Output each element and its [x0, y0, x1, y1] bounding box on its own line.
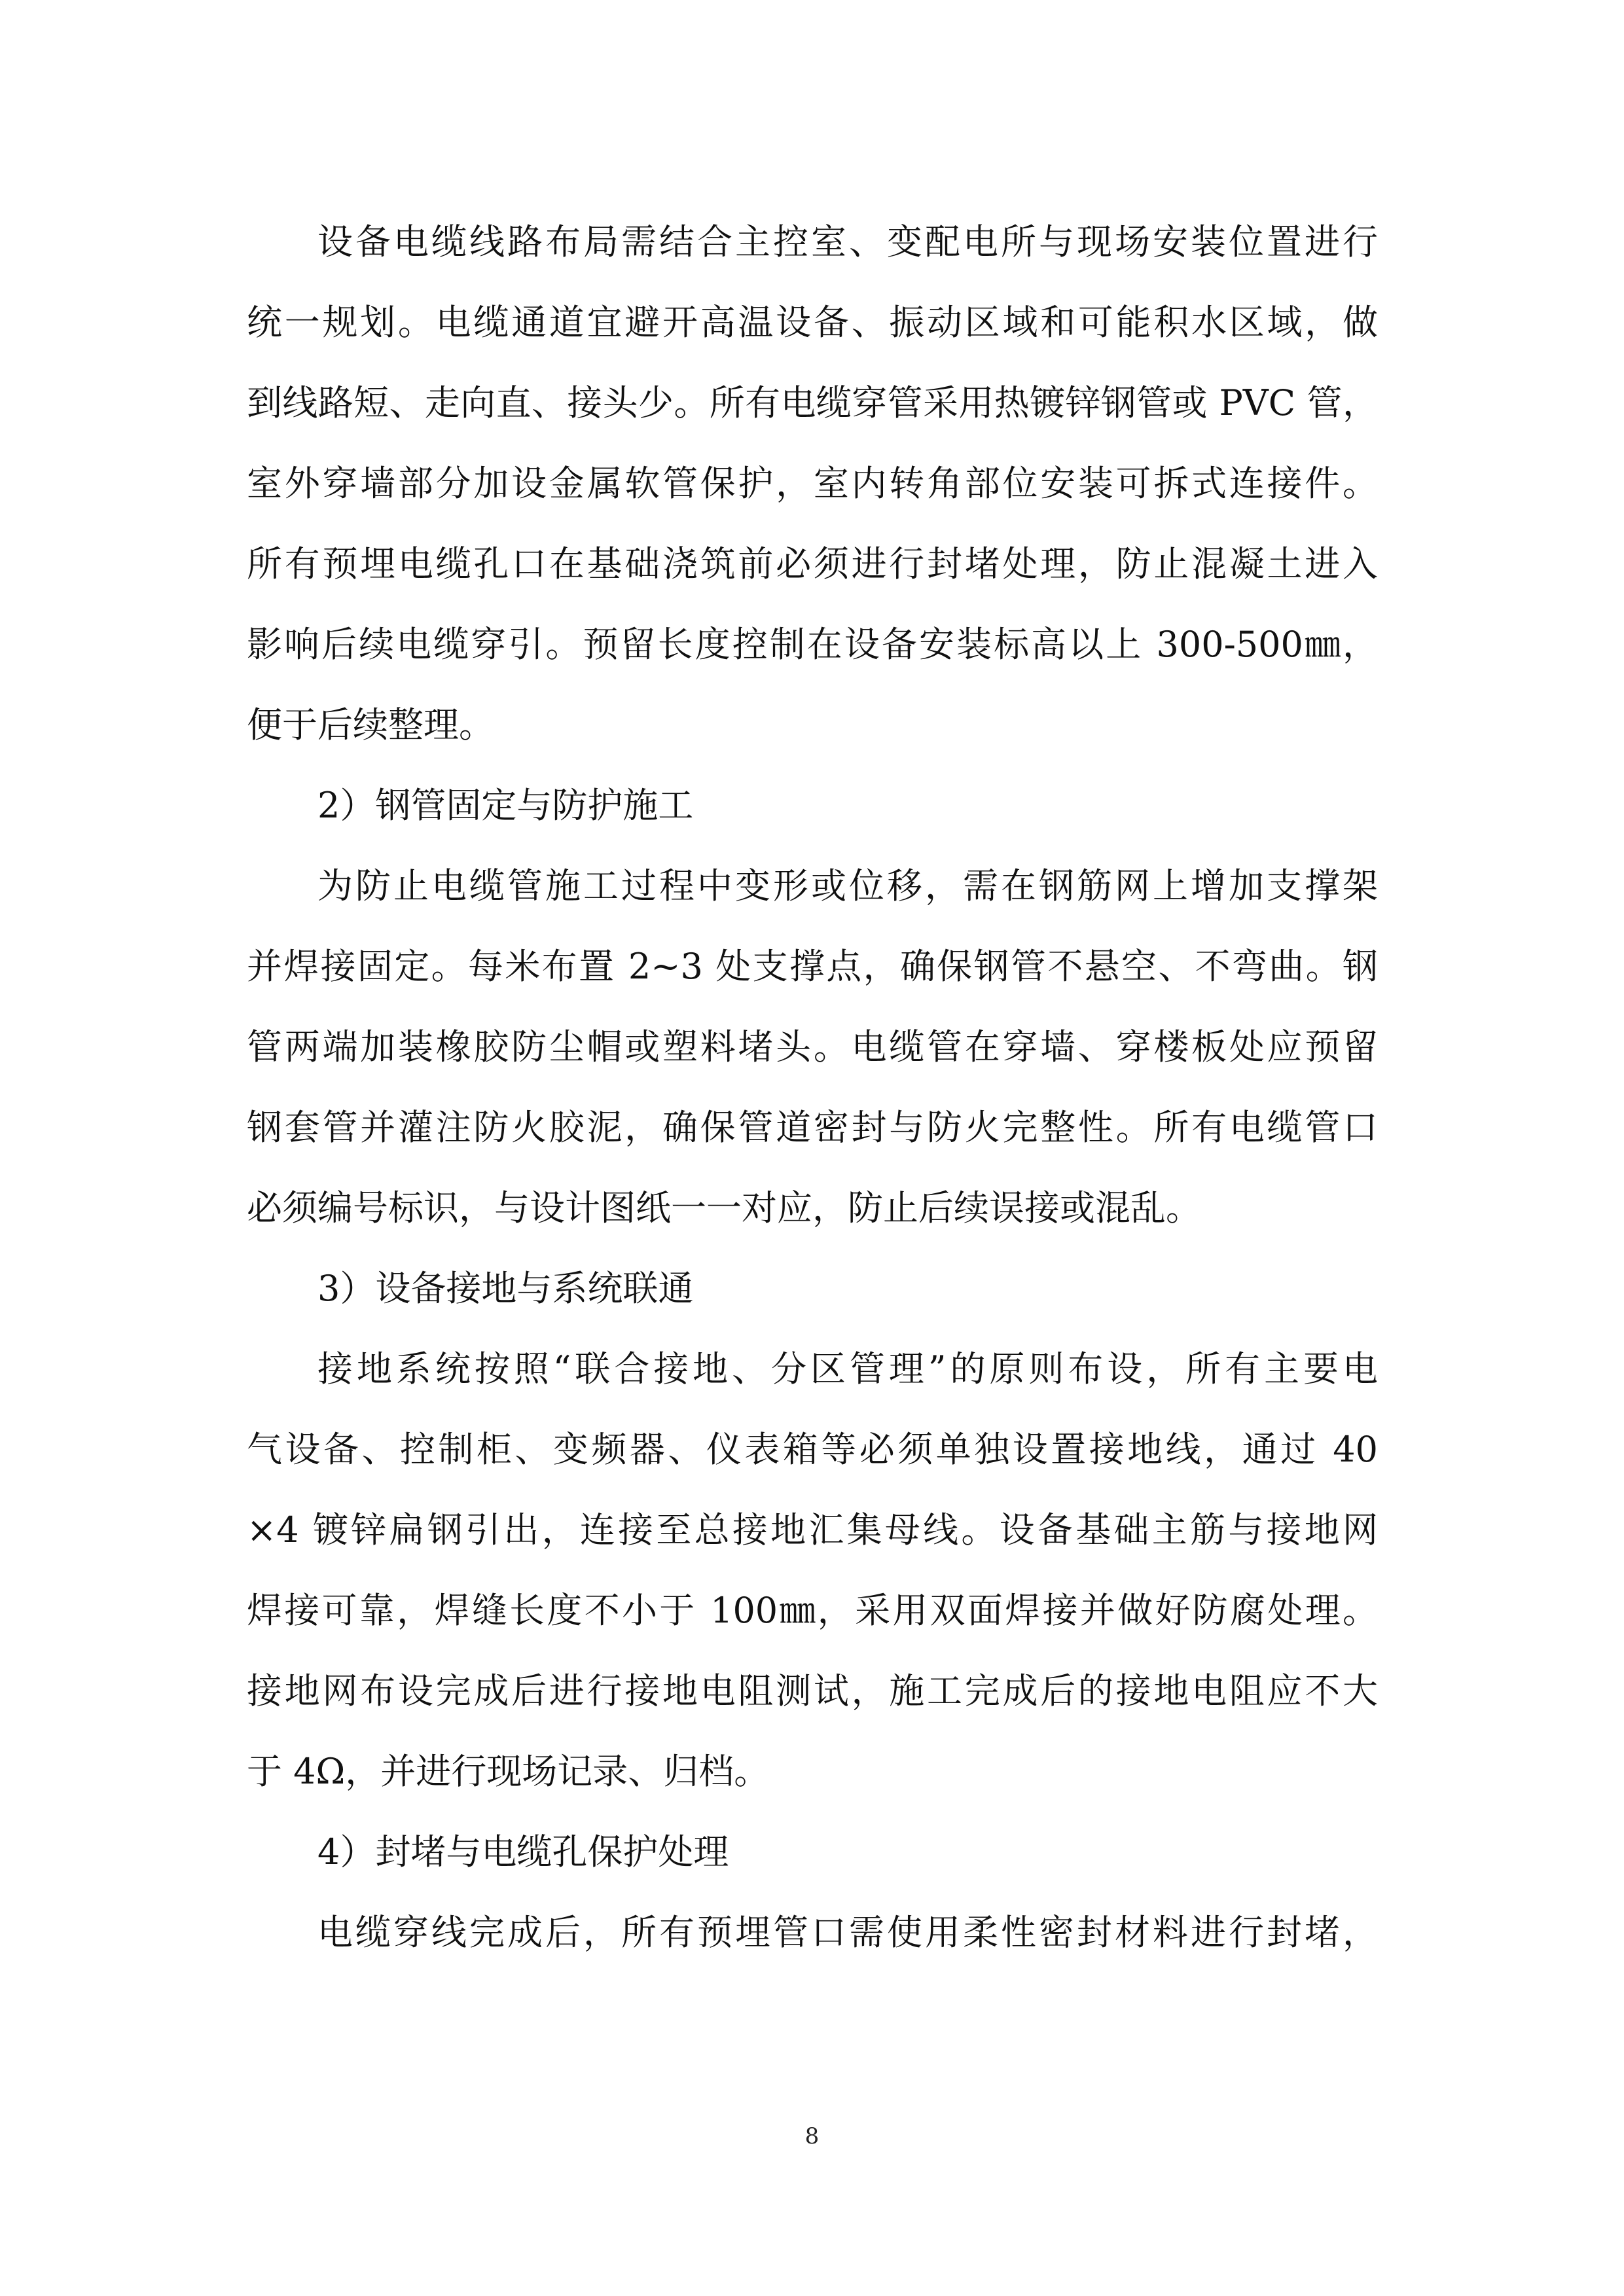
section-heading-3: 3）设备接地与系统联通 [317, 1268, 694, 1309]
paragraph-3-line-3: ×4 镀锌扁钢引出，连接至总接地汇集母线。设备基础主筋与接地网 [247, 1509, 1378, 1551]
paragraph-2-line-4: 钢套管并灌注防火胶泥，确保管道密封与防火完整性。所有电缆管口 [247, 1107, 1378, 1148]
paragraph-1-line-3: 到线路短、走向直、接头少。所有电缆穿管采用热镀锌钢管或 PVC 管， [247, 382, 1378, 423]
paragraph-1-line-4: 室外穿墙部分加设金属软管保护，室内转角部位安装可拆式连接件。 [247, 463, 1378, 504]
paragraph-2-line-1: 为防止电缆管施工过程中变形或位移，需在钢筋网上增加支撑架 [317, 865, 1378, 906]
paragraph-1-line-5: 所有预埋电缆孔口在基础浇筑前必须进行封堵处理，防止混凝土进入 [247, 543, 1378, 584]
section-heading-2: 2）钢管固定与防护施工 [317, 785, 694, 826]
paragraph-1-line-6: 影响后续电缆穿引。预留长度控制在设备安装标高以上 300-500㎜， [247, 624, 1378, 665]
paragraph-3-line-1: 接地系统按照“联合接地、分区管理”的原则布设，所有主要电 [317, 1348, 1378, 1390]
section-heading-4: 4）封堵与电缆孔保护处理 [317, 1831, 729, 1873]
paragraph-1-line-2: 统一规划。电缆通道宜避开高温设备、振动区域和可能积水区域，做 [247, 302, 1378, 343]
paragraph-3-line-2: 气设备、控制柜、变频器、仪表箱等必须单独设置接地线，通过 40 [247, 1429, 1378, 1470]
paragraph-3-line-6: 于 4Ω，并进行现场记录、归档。 [247, 1751, 770, 1792]
paragraph-2-line-3: 管两端加装橡胶防尘帽或塑料堵头。电缆管在穿墙、穿楼板处应预留 [247, 1026, 1378, 1067]
paragraph-2-line-5: 必须编号标识，与设计图纸一一对应，防止后续误接或混乱。 [247, 1187, 1201, 1229]
paragraph-1-line-1: 设备电缆线路布局需结合主控室、变配电所与现场安装位置进行 [317, 221, 1378, 262]
paragraph-4-line-1: 电缆穿线完成后，所有预埋管口需使用柔性密封材料进行封堵， [317, 1912, 1378, 1953]
page-number: 8 [804, 2123, 820, 2149]
paragraph-2-line-2: 并焊接固定。每米布置 2~3 处支撑点，确保钢管不悬空、不弯曲。钢 [247, 946, 1378, 987]
paragraph-1-line-7: 便于后续整理。 [247, 704, 494, 745]
paragraph-3-line-4: 焊接可靠，焊缝长度不小于 100㎜，采用双面焊接并做好防腐处理。 [247, 1590, 1378, 1631]
paragraph-3-line-5: 接地网布设完成后进行接地电阻测试，施工完成后的接地电阻应不大 [247, 1670, 1378, 1712]
page-body [247, 202, 1378, 1973]
